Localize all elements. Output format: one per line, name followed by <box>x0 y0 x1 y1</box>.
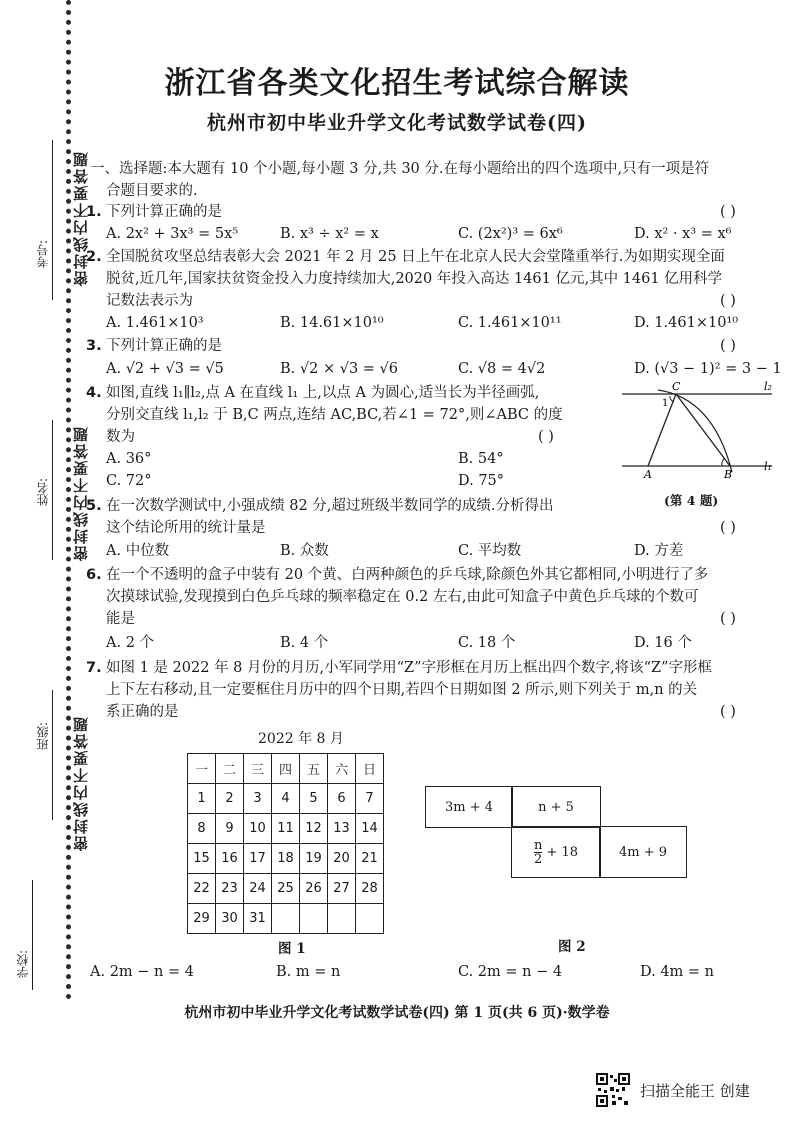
q1-option-a: A. 2x² + 3x³ = 5x⁵ <box>106 226 239 242</box>
zframe-cell-top-left: 3m + 4 <box>425 786 513 828</box>
q6-line3: 能是 <box>106 611 135 627</box>
calendar-cell: 26 <box>300 874 328 904</box>
calendar-cell: 20 <box>328 844 356 874</box>
calendar-cell <box>356 904 384 934</box>
label-angle-1: 1 <box>662 398 669 409</box>
q6-option-a: A. 2 个 <box>106 635 155 651</box>
q1-answer-paren: ( ) <box>720 204 736 220</box>
banji-line <box>52 690 53 820</box>
calendar-cell: 31 <box>244 904 272 934</box>
calendar-cell: 17 <box>244 844 272 874</box>
q2-number: 2. <box>86 249 102 265</box>
calendar-row <box>188 784 384 814</box>
calendar-cell: 25 <box>272 874 300 904</box>
zframe-cell-bottom-left <box>511 826 601 878</box>
calendar-cell: 2 <box>216 784 244 814</box>
seal-text-top: 密封线内不要答题 <box>72 150 90 286</box>
q5-line1: 在一次数学测试中,小强成绩 82 分,超过班级半数同学的成绩.分析得出 <box>106 498 554 514</box>
xuexiao-line <box>32 880 33 990</box>
seal-text-bottom: 密封线内不要答题 <box>72 715 90 851</box>
calendar-header-cell: 五 <box>300 754 328 784</box>
zframe-cell-top-right: n + 5 <box>511 786 601 828</box>
q4-answer-paren: ( ) <box>538 429 554 445</box>
label-xingming: 姓名: <box>36 478 50 507</box>
q5-answer-paren: ( ) <box>720 520 736 536</box>
zframe-fraction <box>534 839 542 866</box>
q4-option-d: D. 75° <box>458 473 505 489</box>
figure2-caption: 图 2 <box>558 939 586 955</box>
calendar-row <box>188 814 384 844</box>
calendar-header-cell: 六 <box>328 754 356 784</box>
q5-option-d: D. 方差 <box>634 543 684 559</box>
xingming-line <box>52 420 53 560</box>
label-banji: 班级: <box>36 722 50 751</box>
calendar-cell: 7 <box>356 784 384 814</box>
q3-option-d: D. (√3 − 1)² = 3 − 1 <box>634 361 782 377</box>
q4-option-b: B. 54° <box>458 451 504 467</box>
q7-option-a: A. 2m − n = 4 <box>90 964 194 980</box>
label-l2: l₂ <box>764 380 772 393</box>
calendar-cell <box>300 904 328 934</box>
q1-number: 1. <box>86 204 102 220</box>
q5-option-b: B. 众数 <box>280 543 329 559</box>
q2-answer-paren: ( ) <box>720 293 736 309</box>
q2-option-d: D. 1.461×10¹⁰ <box>634 315 739 331</box>
q2-line3: 记数法表示为 <box>106 293 193 309</box>
calendar-cell: 8 <box>188 814 216 844</box>
q6-option-b: B. 4 个 <box>280 635 329 651</box>
q6-option-c: C. 18 个 <box>458 635 516 651</box>
q2-option-b: B. 14.61×10¹⁰ <box>280 315 384 331</box>
zframe-cell-bottom-right: 4m + 9 <box>599 826 687 878</box>
q7-line1: 如图 1 是 2022 年 8 月份的月历,小军同学用“Z”字形框在月历上框出四个数字,将该“Z”字形框 <box>106 660 713 676</box>
q7-answer-paren: ( ) <box>720 704 736 720</box>
q3-stem: 下列计算正确的是 <box>106 338 222 354</box>
zframe-fraction-denominator: 2 <box>534 851 543 867</box>
calendar-cell: 10 <box>244 814 272 844</box>
q6-number: 6. <box>86 567 102 583</box>
calendar-cell: 4 <box>272 784 300 814</box>
q5-option-c: C. 平均数 <box>458 543 522 559</box>
q6-line1: 在一个不透明的盒子中装有 20 个黄、白两种颜色的乒乓球,除颜色外其它都相同,小明进行了多 <box>106 567 709 583</box>
calendar-cell: 29 <box>188 904 216 934</box>
q4-option-c: C. 72° <box>106 473 152 489</box>
q4-option-a: A. 36° <box>106 451 152 467</box>
q1-option-d: D. x² · x³ = x⁶ <box>634 226 732 242</box>
q6-option-d: D. 16 个 <box>634 635 692 651</box>
q6-line2: 次摸球试验,发现摸到白色乒乓球的频率稳定在 0.2 左右,由此可知盒子中黄色乒乓球的个数可 <box>106 589 699 605</box>
section-heading-line1: 一、选择题:本大题有 10 个小题,每小题 3 分,共 30 分.在每小题给出的四个选项中,只有一项是符 <box>90 161 710 177</box>
q3-answer-paren: ( ) <box>720 338 736 354</box>
q5-number: 5. <box>86 498 102 514</box>
q6-answer-paren: ( ) <box>720 611 736 627</box>
calendar-header-row <box>188 754 384 784</box>
label-a: A <box>644 468 652 481</box>
label-b: B <box>724 468 733 481</box>
q2-option-c: C. 1.461×10¹¹ <box>458 315 562 331</box>
q7-option-c: C. 2m = n − 4 <box>458 964 563 980</box>
calendar-cell: 11 <box>272 814 300 844</box>
zframe-cell-bottom-left-rest: + 18 <box>546 844 579 860</box>
calendar-cell: 19 <box>300 844 328 874</box>
calendar-title: 2022 年 8 月 <box>258 731 344 747</box>
q4-line1: 如图,直线 l₁∥l₂,点 A 在直线 l₁ 上,以点 A 为圆心,适当长为半径画弧, <box>106 385 540 401</box>
calendar-cell: 16 <box>216 844 244 874</box>
q2-line2: 脱贫,近几年,国家扶贫资金投入力度持续加大,2020 年投入高达 1461 亿元,其中 1461 亿用科学 <box>106 271 723 287</box>
q2-option-a: A. 1.461×10³ <box>106 315 204 331</box>
calendar-cell: 6 <box>328 784 356 814</box>
page-title: 浙江省各类文化招生考试综合解读 <box>164 66 630 101</box>
calendar-row <box>188 844 384 874</box>
q3-option-b: B. √2 × √3 = √6 <box>280 361 399 377</box>
scanner-watermark: 扫描全能王 创建 <box>640 1082 750 1100</box>
label-kaohao: 考号: <box>36 240 50 269</box>
q3-option-a: A. √2 + √3 = √5 <box>106 361 224 377</box>
calendar-cell: 13 <box>328 814 356 844</box>
calendar-header-cell: 二 <box>216 754 244 784</box>
calendar-row <box>188 874 384 904</box>
calendar-cell: 27 <box>328 874 356 904</box>
calendar-cell: 15 <box>188 844 216 874</box>
q7-number: 7. <box>86 660 102 676</box>
calendar-cell: 22 <box>188 874 216 904</box>
q5-line2: 这个结论所用的统计量是 <box>106 520 266 536</box>
calendar-header-cell: 四 <box>272 754 300 784</box>
calendar-cell: 1 <box>188 784 216 814</box>
calendar-cell: 23 <box>216 874 244 904</box>
binding-strip <box>0 0 90 1124</box>
paper-subtitle: 杭州市初中毕业升学文化考试数学试卷(四) <box>207 112 587 134</box>
arc-bc <box>658 390 732 472</box>
qr-code-icon <box>596 1073 630 1107</box>
page-footer: 杭州市初中毕业升学文化考试数学试卷(四) 第 1 页(共 6 页)·数学卷 <box>184 1005 610 1021</box>
calendar-header-cell: 一 <box>188 754 216 784</box>
zframe-fraction-numerator: n <box>533 837 543 853</box>
calendar-cell: 30 <box>216 904 244 934</box>
calendar-cell: 21 <box>356 844 384 874</box>
calendar-cell: 28 <box>356 874 384 904</box>
calendar-table <box>187 753 384 934</box>
label-xuexiao: 学校: <box>16 950 30 979</box>
calendar-header-cell: 日 <box>356 754 384 784</box>
figure1-caption: 图 1 <box>278 941 306 957</box>
q7-line2: 上下左右移动,且一定要框住月历中的四个日期,若四个日期如图 2 所示,则下列关于 m,n 的关 <box>106 682 698 698</box>
q7-option-d: D. 4m = n <box>640 964 715 980</box>
q3-option-c: C. √8 = 4√2 <box>458 361 546 377</box>
q4-line2: 分别交直线 l₁,l₂ 于 B,C 两点,连结 AC,BC,若∠1 = 72°,则∠ABC 的度 <box>106 407 563 423</box>
q7-line3: 系正确的是 <box>106 704 179 720</box>
kaohao-line <box>52 140 53 300</box>
segment-bc <box>676 394 730 466</box>
calendar-cell: 24 <box>244 874 272 904</box>
calendar-header-cell: 三 <box>244 754 272 784</box>
calendar-cell: 3 <box>244 784 272 814</box>
q4-number: 4. <box>86 385 102 401</box>
q1-option-b: B. x³ ÷ x² = x <box>280 226 379 242</box>
calendar-cell: 5 <box>300 784 328 814</box>
q3-number: 3. <box>86 338 102 354</box>
q2-line1: 全国脱贫攻坚总结表彰大会 2021 年 2 月 25 日上午在北京人民大会堂隆重举行.为如期实现全面 <box>106 249 725 265</box>
calendar-cell <box>328 904 356 934</box>
q4-figure-caption: (第 4 题) <box>664 493 719 508</box>
calendar-cell <box>272 904 300 934</box>
calendar-cell: 9 <box>216 814 244 844</box>
label-l1: l₁ <box>764 460 772 473</box>
label-c: C <box>672 380 681 393</box>
calendar-cell: 12 <box>300 814 328 844</box>
q1-option-c: C. (2x²)³ = 6x⁶ <box>458 226 563 242</box>
q1-stem: 下列计算正确的是 <box>106 204 222 220</box>
section-heading-line2: 合题目要求的. <box>106 183 198 199</box>
calendar-row <box>188 904 384 934</box>
q7-option-b: B. m = n <box>276 964 341 980</box>
calendar-cell: 14 <box>356 814 384 844</box>
q5-option-a: A. 中位数 <box>106 543 170 559</box>
q4-geometry-figure <box>618 376 778 488</box>
seal-text-middle: 密封线内不要答题 <box>72 425 90 561</box>
calendar-cell: 18 <box>272 844 300 874</box>
q4-line3: 数为 <box>106 429 135 445</box>
